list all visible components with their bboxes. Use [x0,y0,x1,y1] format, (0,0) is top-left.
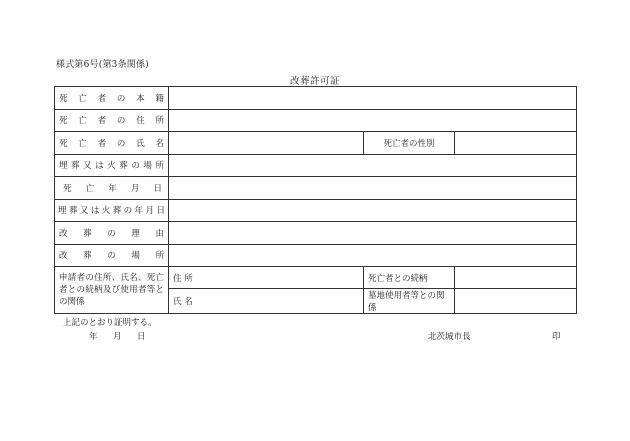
label-applicant-address: 住 所 [169,267,364,289]
form-number: 様式第6号(第3条関係) [56,60,149,70]
label-address: 死亡者の住所 [55,109,169,132]
label-reburial-place: 改葬の場所 [55,244,169,267]
label-burial-date: 埋葬又は火葬の年月日 [55,199,169,222]
date-year: 年 [89,332,98,342]
field-death-date[interactable] [169,177,577,200]
certification-text: 上記のとおり証明する。 [63,318,157,328]
field-burial-place[interactable] [169,154,577,177]
field-burial-date[interactable] [169,199,577,222]
row-reburial-place [55,244,577,267]
label-honseki: 死亡者の本籍 [55,87,169,110]
row-applicant-address [55,267,577,289]
row-name [55,132,577,155]
permit-form-table [54,86,577,314]
label-applicant-relation: 死亡者との続柄 [364,267,455,289]
field-honseki[interactable] [169,87,577,110]
field-applicant-relation[interactable] [455,267,577,289]
date-month: 月 [113,332,122,342]
label-applicant-name: 氏 名 [169,289,364,314]
row-burial-place [55,154,577,177]
row-burial-date [55,199,577,222]
field-name[interactable] [169,132,364,155]
label-burial-place: 埋葬又は火葬の場所 [55,154,169,177]
label-name: 死亡者の氏名 [55,132,169,155]
label-reason: 改葬の理由 [55,222,169,245]
label-applicant: 申請者の住所、氏名、死亡者との続柄及び使用者等との関係 [55,267,169,314]
row-address [55,109,577,132]
field-reason[interactable] [169,222,577,245]
field-cemetery-relation[interactable] [455,289,577,314]
field-gender[interactable] [455,132,577,155]
label-cemetery-relation: 墓地使用者等との関係 [364,289,455,314]
date-day: 日 [137,332,146,342]
label-gender: 死亡者の性別 [364,132,455,155]
field-reburial-place[interactable] [169,244,577,267]
field-address[interactable] [169,109,577,132]
row-honseki [55,87,577,110]
row-reason [55,222,577,245]
seal-mark: 印 [552,332,561,342]
document-title: 改葬許可証 [289,76,340,87]
issuer-name: 北茨城市長 [428,332,471,342]
row-death-date [55,177,577,200]
label-death-date: 死亡年月日 [55,177,169,200]
